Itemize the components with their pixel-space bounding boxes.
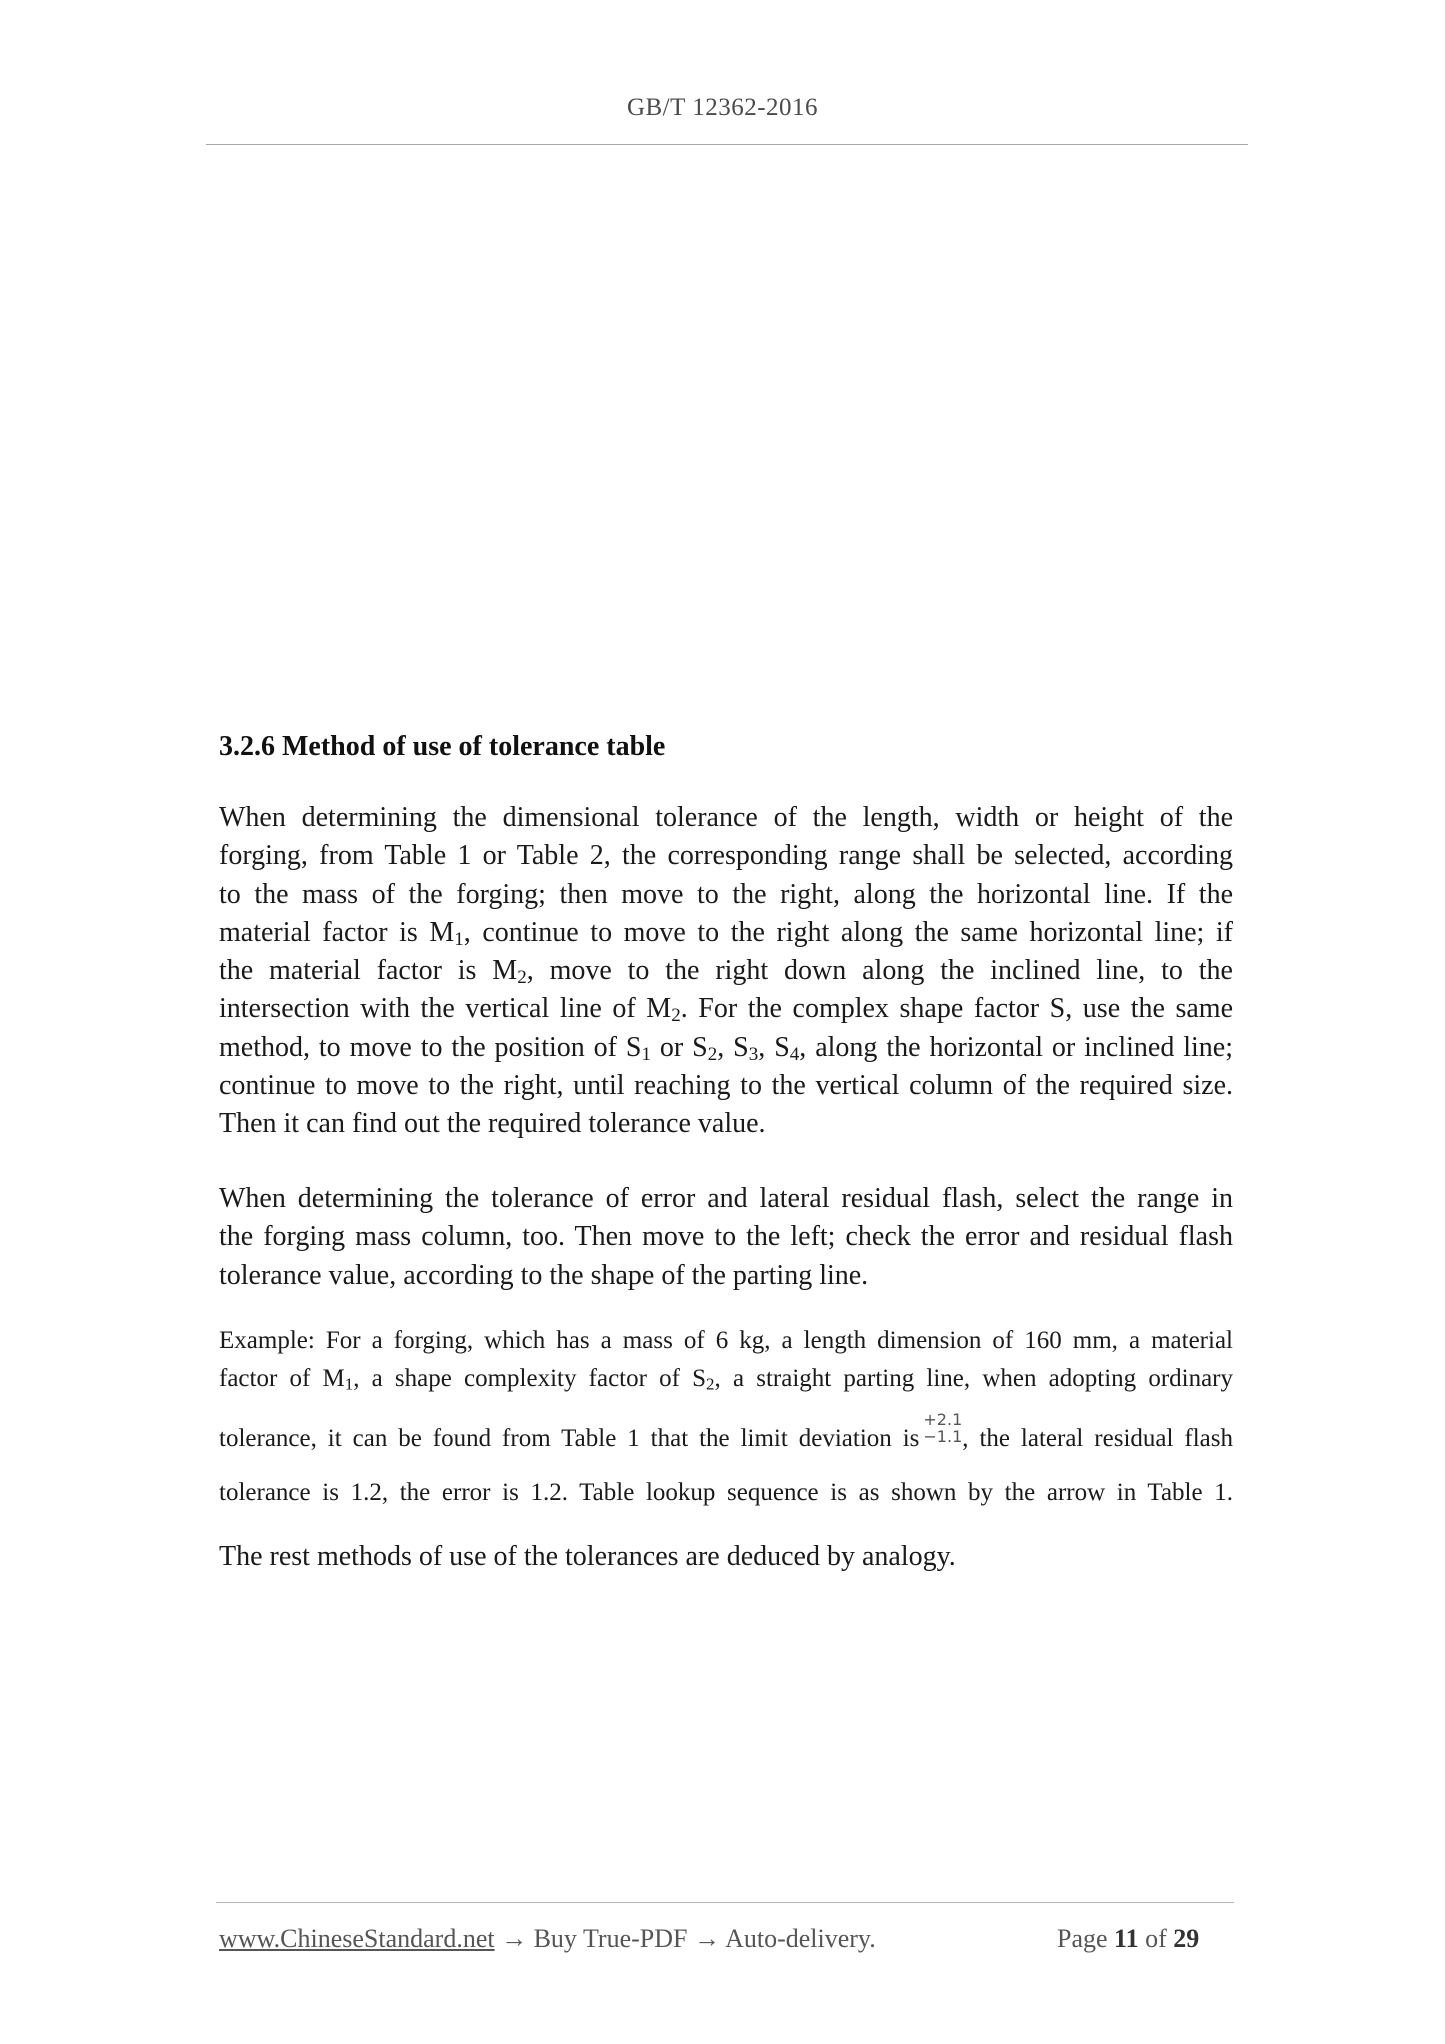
text-run: intersection with the vertical line of M — [219, 993, 672, 1025]
deviation-lower: −1.1 — [923, 1427, 963, 1447]
p1-line-9 — [219, 1105, 1233, 1143]
p1-line-5 — [219, 952, 1233, 990]
text-run: method, to move to the position of S — [219, 1031, 642, 1063]
example-note-cont — [219, 1410, 1233, 1458]
p2-line-2 — [219, 1218, 1233, 1256]
p1-line-4 — [219, 914, 1233, 952]
footer-divider — [216, 1902, 1234, 1903]
text-run: Then it can find out the required tolerance value. — [219, 1108, 766, 1140]
subscript: 2 — [707, 1043, 718, 1065]
paragraph-rest-methods — [219, 1538, 1233, 1576]
p1-line-3 — [219, 876, 1233, 914]
text-run: . For the complex shape factor S, use the same — [680, 993, 1234, 1025]
text-run: When determining the dimensional tolerance of the length, width or height of the — [219, 802, 1233, 833]
text-run: , along the horizontal or inclined line; — [799, 1031, 1234, 1063]
example-line-2 — [219, 1360, 1233, 1398]
example-line-3 — [219, 1410, 1233, 1458]
example-line-1: Example: For a forging, which has a mass of 6 kg, a length dimension of 160 mm, a material — [219, 1327, 1233, 1354]
subscript: 1 — [344, 1374, 354, 1394]
site-link[interactable]: www.ChineseStandard.net — [219, 1924, 495, 1953]
paragraph-tolerance-method — [219, 799, 1233, 1144]
text-run: When determining the tolerance of error and lateral residual flash, select the range in — [219, 1183, 1233, 1214]
text-run: , continue to move to the right along the same horizontal line; if — [463, 916, 1233, 948]
example-note-end — [219, 1474, 1233, 1512]
limit-deviation — [923, 1411, 962, 1445]
deviation-upper: +2.1 — [923, 1410, 963, 1430]
header-divider — [206, 144, 1248, 145]
paragraph-error-flash — [219, 1180, 1233, 1295]
footer-promo — [219, 1924, 876, 1954]
subscript: 3 — [748, 1043, 759, 1065]
subscript: 4 — [789, 1043, 800, 1065]
text-run: forging, from Table 1 or Table 2, the corresponding range shall be selected, according — [219, 840, 1233, 872]
current-page: 11 — [1114, 1924, 1139, 1953]
subscript: 2 — [671, 1005, 681, 1027]
example-line-4: tolerance is 1.2, the error is 1.2. Table lookup sequence is as shown by the arrow in Table 1. — [219, 1479, 1233, 1506]
p1-line-8 — [219, 1067, 1233, 1105]
auto-delivery-text: Auto-delivery. — [725, 1924, 876, 1953]
text-run: , S — [758, 1031, 790, 1063]
text-run: , a shape complexity factor of S — [353, 1365, 707, 1392]
text-run: to the mass of the forging; then move to the right, along the horizontal line. If the — [219, 878, 1233, 910]
text-run: , a straight parting line, when adopting ordinary — [714, 1365, 1234, 1392]
p2-line-1 — [219, 1180, 1233, 1218]
text-run: the material factor is M — [219, 955, 518, 987]
text-run: factor of M — [219, 1365, 345, 1392]
subscript: 1 — [641, 1043, 652, 1065]
p1-line-7 — [219, 1029, 1233, 1067]
buy-true-pdf-text: Buy True-PDF — [533, 1924, 688, 1953]
text-run: material factor is M — [219, 916, 455, 948]
text-run: , move to the right down along the inclined line, to the — [526, 955, 1233, 987]
example-note — [219, 1322, 1233, 1398]
text-run: continue to move to the right, until reaching to the vertical column of the required size. — [219, 1070, 1233, 1102]
arrow-right-icon: → — [694, 1924, 720, 1953]
p1-line-2 — [219, 837, 1233, 875]
text-run: the forging mass column, too. Then move to the left; check the error and residual flash — [219, 1221, 1233, 1253]
p2-line-3 — [219, 1257, 1233, 1295]
of-label: of — [1145, 1924, 1167, 1953]
text-run: , S — [717, 1031, 749, 1063]
p1-line-6 — [219, 990, 1233, 1028]
text-run: tolerance, it can be found from Table 1 that the limit deviation is — [219, 1425, 920, 1452]
page-label: Page — [1057, 1924, 1108, 1953]
page-number — [1057, 1924, 1199, 1954]
subscript: 2 — [706, 1374, 715, 1394]
document-header-id: GB/T 12362-2016 — [626, 94, 819, 121]
text-run: , the lateral residual flash — [962, 1425, 1233, 1452]
arrow-right-icon: → — [501, 1924, 528, 1953]
section-heading: 3.2.6 Method of use of tolerance table — [219, 731, 666, 762]
subscript: 2 — [517, 967, 527, 989]
text-run: tolerance value, according to the shape of the parting line. — [219, 1259, 869, 1291]
p3-line-1: The rest methods of use of the tolerances are deduced by analogy. — [219, 1541, 956, 1572]
text-run: or S — [651, 1031, 708, 1063]
subscript: 1 — [454, 929, 464, 951]
total-pages: 29 — [1173, 1924, 1200, 1953]
p1-line-1 — [219, 799, 1233, 837]
